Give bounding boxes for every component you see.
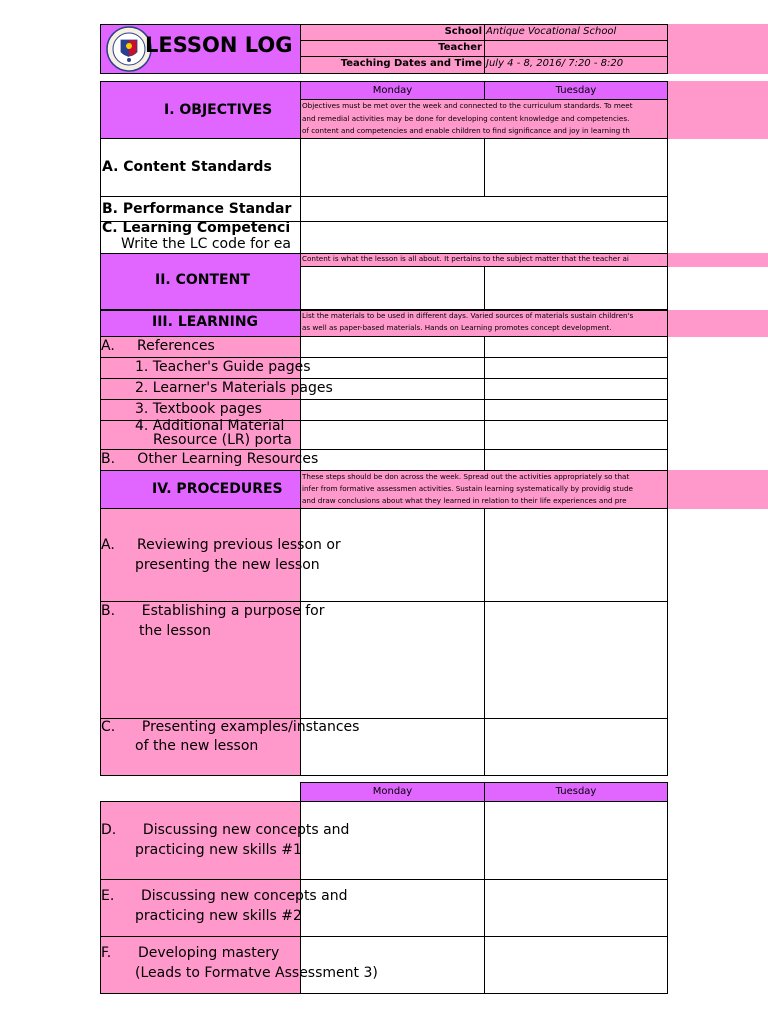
school-value: Antique Vocational School bbox=[486, 26, 617, 37]
proc-c-label-2: of the new lesson bbox=[135, 738, 259, 754]
teacher-label: Teacher bbox=[438, 42, 482, 53]
proc-a-label-1: A. Reviewing previous lesson or bbox=[101, 537, 341, 553]
additional-materials-label-1: 4. Additional Material bbox=[135, 418, 285, 434]
overflow-strip bbox=[668, 470, 768, 509]
objectives-note-2: and remedial activities may be done for developing content knowledge and competencies. bbox=[302, 114, 630, 123]
proc-e-label-1: E. Discussing new concepts and bbox=[101, 888, 348, 904]
school-label: School bbox=[444, 26, 482, 37]
textbook-pages-label: 3. Textbook pages bbox=[135, 401, 262, 417]
proc-a-label-2: presenting the new lesson bbox=[135, 557, 320, 573]
content-monday[interactable] bbox=[300, 266, 485, 310]
other-resources-label: B. Other Learning Resources bbox=[101, 451, 319, 467]
proc-d-label-1: D. Discussing new concepts and bbox=[101, 822, 350, 838]
proc-b-label-1: B. Establishing a purpose for bbox=[101, 603, 325, 619]
lc-code-label: Write the LC code for ea bbox=[121, 236, 291, 252]
learning-competencies-value[interactable] bbox=[300, 221, 668, 254]
proc-b-label-2: the lesson bbox=[139, 623, 211, 639]
additional-materials-tuesday[interactable] bbox=[484, 420, 668, 450]
textbook-pages-tuesday[interactable] bbox=[484, 399, 668, 421]
proc-b-tuesday[interactable] bbox=[484, 601, 668, 719]
day-tuesday-label-2: Tuesday bbox=[555, 786, 597, 797]
tg-pages-label: 1. Teacher's Guide pages bbox=[135, 359, 311, 375]
objectives-note-1: Objectives must be met over the week and connected to the curriculum standards. To meet bbox=[302, 101, 633, 110]
tg-pages-tuesday[interactable] bbox=[484, 357, 668, 379]
proc-a-monday[interactable] bbox=[300, 508, 485, 602]
performance-standards-value[interactable] bbox=[300, 196, 668, 222]
performance-standards-label: B. Performance Standar bbox=[102, 201, 292, 217]
day-monday-label: Monday bbox=[372, 85, 413, 96]
proc-e-label-2: practicing new skills #2 bbox=[135, 908, 302, 924]
additional-materials-label-2: Resource (LR) porta bbox=[153, 433, 292, 447]
content-note: Content is what the lesson is all about. It pertains to the subject matter that the teacher ai bbox=[302, 254, 629, 263]
objectives-title: I. OBJECTIVES bbox=[164, 102, 273, 118]
day-tuesday-label: Tuesday bbox=[555, 85, 597, 96]
procedures-title: IV. PROCEDURES bbox=[152, 481, 283, 497]
other-resources-tuesday[interactable] bbox=[484, 449, 668, 471]
proc-d-tuesday[interactable] bbox=[484, 801, 668, 880]
proc-d-label-2: practicing new skills #1 bbox=[135, 842, 302, 858]
dates-value: July 4 - 8, 2016/ 7:20 - 8:20 bbox=[486, 58, 624, 69]
proc-d-monday[interactable] bbox=[300, 801, 485, 880]
content-standards-tuesday[interactable] bbox=[484, 138, 668, 197]
other-resources-monday[interactable] bbox=[300, 449, 485, 471]
procedures-note-3: and draw conclusions about what they learned in relation to their life experiences and pre bbox=[302, 496, 627, 505]
lm-pages-label: 2. Learner's Materials pages bbox=[135, 380, 333, 396]
references-tuesday[interactable] bbox=[484, 336, 668, 358]
procedures-note-1: These steps should be don across the week. Spread out the activities appropriately so that bbox=[302, 472, 630, 481]
content-standards-label: A. Content Standards bbox=[102, 159, 272, 175]
lm-pages-tuesday[interactable] bbox=[484, 378, 668, 400]
proc-e-tuesday[interactable] bbox=[484, 879, 668, 937]
additional-materials-monday[interactable] bbox=[300, 420, 485, 450]
content-title: II. CONTENT bbox=[155, 272, 250, 288]
objectives-note-3: of content and competencies and enable children to find significance and joy in learning th bbox=[302, 126, 630, 135]
tg-pages-monday[interactable] bbox=[300, 357, 485, 379]
proc-a-label-cell bbox=[100, 508, 301, 602]
proc-f-tuesday[interactable] bbox=[484, 936, 668, 994]
teacher-value-cell[interactable] bbox=[484, 40, 668, 57]
textbook-pages-monday[interactable] bbox=[300, 399, 485, 421]
content-standards-monday[interactable] bbox=[300, 138, 485, 197]
proc-f-label-1: F. Developing mastery bbox=[101, 945, 280, 961]
learning-title: III. LEARNING bbox=[152, 314, 259, 330]
dates-label: Teaching Dates and Time bbox=[340, 58, 482, 69]
overflow-strip bbox=[668, 253, 768, 267]
proc-d-label-cell bbox=[100, 801, 301, 880]
overflow-strip bbox=[668, 310, 768, 337]
proc-b-monday[interactable] bbox=[300, 601, 485, 719]
page-title: LESSON LOG bbox=[145, 33, 293, 57]
references-label: A. References bbox=[101, 338, 215, 354]
content-tuesday[interactable] bbox=[484, 266, 668, 310]
proc-c-tuesday[interactable] bbox=[484, 718, 668, 776]
proc-a-tuesday[interactable] bbox=[484, 508, 668, 602]
overflow-strip bbox=[668, 24, 768, 74]
learning-note-1: List the materials to be used in different days. Varied sources of materials sustain children's bbox=[302, 311, 634, 320]
day-monday-label-2: Monday bbox=[372, 786, 413, 797]
proc-c-label-1: C. Presenting examples/instances bbox=[101, 719, 360, 735]
learning-competencies-label: C. Learning Competenci bbox=[102, 220, 291, 236]
procedures-note-2: infer from formative assessmen activities. Sustain learning systematically by providig stude bbox=[302, 484, 633, 493]
learning-note-2: as well as paper-based materials. Hands on Learning promotes concept development. bbox=[302, 323, 612, 332]
overflow-strip bbox=[668, 81, 768, 139]
proc-f-label-2: (Leads to Formatve Assessment 3) bbox=[135, 965, 378, 981]
references-monday[interactable] bbox=[300, 336, 485, 358]
